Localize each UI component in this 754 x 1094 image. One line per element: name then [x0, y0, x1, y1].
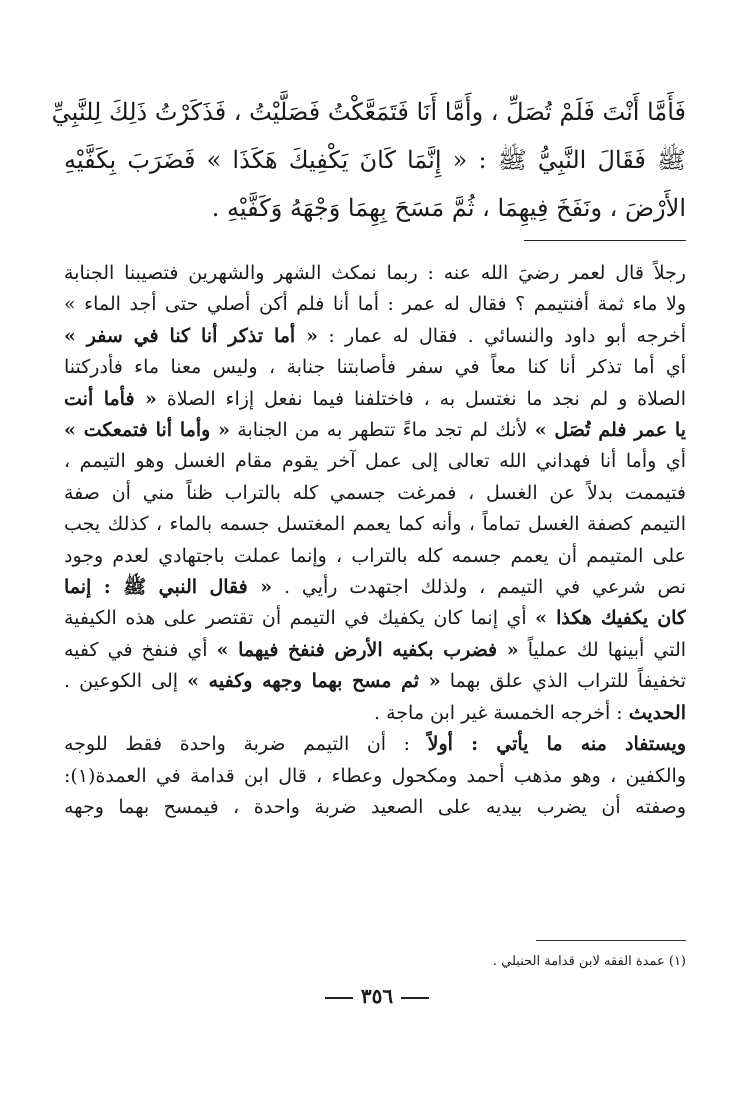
commentary-text	[64, 258, 686, 823]
text-run: وصفته أن يضرب بيديه على الصعيد ضربة واحدة ، فيمسح بهما وجهه	[64, 795, 686, 818]
hadith-line: ﷺ فَقَالَ النَّبِيُّ ﷺ : « إِنَّمَا كَانَ يَكْفِيكَ هَكَذَا » فَضَرَبَ بِكَفَّيْهِ	[64, 146, 686, 174]
text-run: ولا ماء ثمة أفنتيمم ؟ فقال له عمر : أما أنا فلم أكن أصلي حتى أجد الماء »	[64, 293, 686, 316]
text-run: رجلاً قال لعمر رضيَ الله عنه : ربما نمكث الشهر والشهرين فتصيبنا الجنابة	[64, 262, 686, 284]
commentary-line	[64, 478, 686, 509]
page-number	[0, 984, 754, 1008]
commentary-line	[64, 792, 686, 823]
text-run: التي أبينها لك عملياً	[518, 638, 686, 661]
text-run: أي إنما كان يكفيك في التيمم أن تقتصر على هذه الكيفية	[64, 607, 536, 630]
commentary-line	[64, 729, 686, 760]
bold-phrase: « فضرب بكفيه الأرض فنفخ فيهما »	[216, 638, 519, 661]
commentary-line	[64, 572, 686, 603]
text-run: تخفيفاً للتراب الذي علق بهما	[440, 670, 686, 693]
commentary-line	[64, 321, 686, 352]
commentary-line	[64, 635, 686, 666]
commentary-line	[64, 541, 686, 572]
bold-phrase: ويستفاد منه ما يأتي : أولاً	[427, 733, 686, 756]
commentary-line	[64, 603, 686, 634]
dash-left	[401, 997, 429, 999]
commentary-line	[64, 698, 686, 729]
text-run: أخرجه أبو داود والنسائي . فقال له عمار :	[317, 324, 686, 347]
commentary-line	[64, 258, 686, 289]
text-run: أي أما تذكر أنا كنا معاً في سفر فأصابتنا جنابة ، وليس معنا ماء فأدركتنا	[64, 356, 686, 379]
hadith-line: الأَرْضَ ، ونَفَخَ فِيهِمَا ، ثُمَّ مَسَحَ بِهِمَا وَجْهَهُ وَكَفَّيْهِ .	[211, 194, 686, 222]
text-run: الصلاة و لم نجد ما نغتسل به ، فاختلفنا فيما نفعل إزاء الصلاة	[156, 387, 686, 410]
bold-phrase: « ثم مسح بهما وجهه وكفيه »	[187, 670, 441, 693]
hadith-line: فَأَمَّا أَنْتَ فَلَمْ تُصَلِّ ، وأَمَّا أَنَا فَتَمَعَّكْتُ فَصَلَّيْتُ ، فَذَكَرْتُ ذَلِكَ لِلنَّبِيِّ	[51, 98, 686, 126]
bold-phrase: « فأما أنت	[64, 387, 157, 410]
bold-phrase: كان يكفيك هكذا »	[535, 607, 686, 630]
section-divider	[524, 240, 686, 241]
text-run: أي فنفخ في كفيه	[64, 638, 217, 661]
dash-right	[325, 997, 353, 999]
hadith-text	[51, 88, 686, 232]
text-run: : أخرجه الخمسة غير ابن ماجة .	[374, 701, 629, 724]
text-run: نص شرعي في التيمم ، ولذلك اجتهدت رأيي .	[272, 576, 686, 599]
text-run: والكفين ، وهو مذهب أحمد ومكحول وعطاء ، قال ابن قدامة في العمدة(١):	[64, 764, 686, 787]
bold-phrase: « فقال النبي ﷺ : إنما	[64, 576, 273, 599]
text-run: أي وأما أنا فهداني الله تعالى إلى عمل آخر يقوم مقام الغسل وهو التيمم ،	[64, 450, 686, 473]
text-run: فتيممت بدلاً عن الغسل ، فمرغت جسمي كله بالتراب ظناً مني أن صفة	[64, 481, 686, 504]
page-number-value: ٣٥٦	[360, 984, 394, 1008]
text-run: التيمم كصفة الغسل تماماً ، وأنه كما يعمم المغتسل جسمه بالماء ، كذلك يجب	[64, 513, 686, 536]
commentary-line	[64, 761, 686, 792]
text-run: لأنك لم تجد ماءً تتطهر به من الجنابة	[230, 419, 535, 442]
commentary-line	[64, 666, 686, 697]
bold-phrase: الحديث	[628, 701, 686, 724]
bold-phrase: « وأما أنا فتمعكت »	[64, 419, 231, 442]
commentary-line	[64, 384, 686, 415]
bold-phrase: « أما تذكر أنا كنا في سفر »	[64, 324, 318, 347]
footnote-divider	[536, 940, 686, 941]
commentary-line	[64, 509, 686, 540]
commentary-line	[64, 289, 686, 320]
commentary-line	[64, 352, 686, 383]
text-run: : أن التيمم ضربة واحدة فقط للوجه	[64, 733, 428, 756]
footnote: (١) عمدة الفقه لابن قدامة الحنبلي .	[492, 954, 686, 969]
text-run: على المتيمم أن يعمم جسمه كله بالتراب ، وإنما عملت باجتهادي لعدم وجود	[64, 544, 686, 567]
text-run: إلى الكوعين .	[64, 670, 188, 693]
bold-phrase: يا عمر فلم تُصَل »	[534, 419, 686, 442]
commentary-line	[64, 446, 686, 477]
commentary-line	[64, 415, 686, 446]
